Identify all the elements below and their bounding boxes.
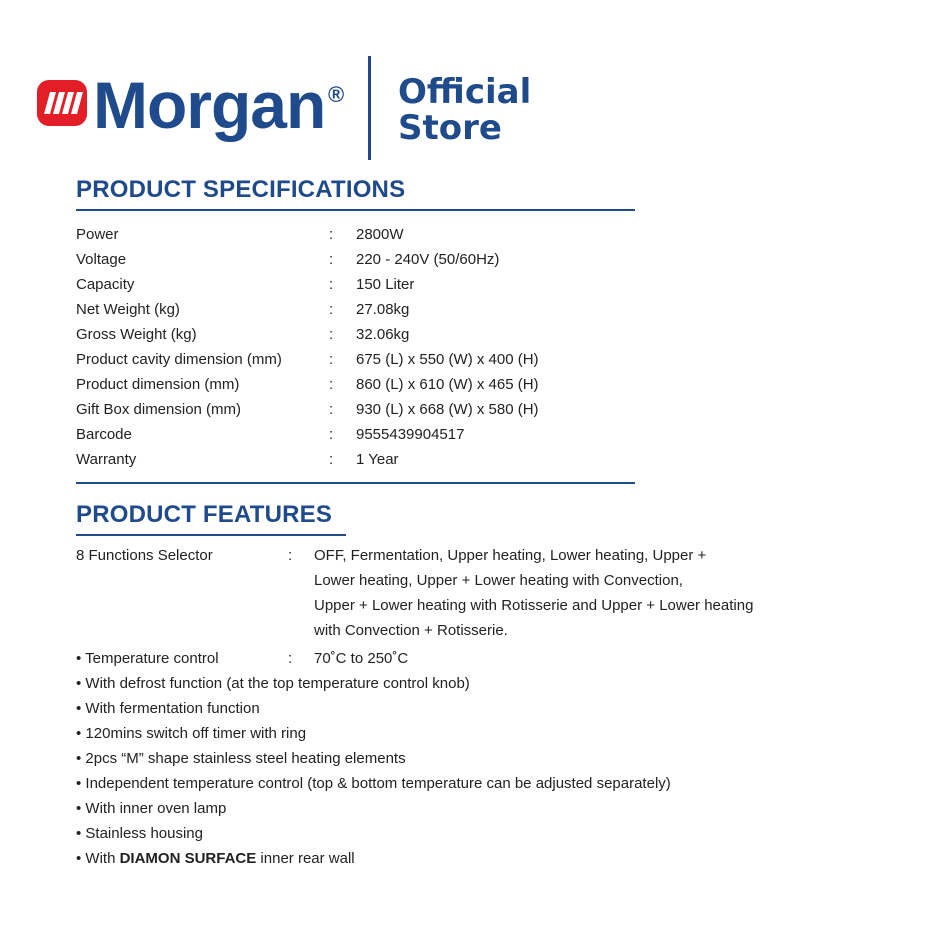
feature-bullet: • Independent temperature control (top & bottom temperature can be adjusted separately): [76, 775, 671, 792]
registered-mark: ®: [328, 82, 345, 107]
spec-colon: :: [329, 276, 334, 293]
spec-label: Gift Box dimension (mm): [76, 401, 242, 418]
feature-bullet-diamon-surface: [76, 846, 355, 871]
spec-label: Product dimension (mm): [76, 376, 240, 393]
spec-colon: :: [329, 376, 334, 393]
bullet-suffix: inner rear wall: [256, 850, 355, 867]
spec-colon: :: [329, 226, 334, 243]
diamon-surface-text: DIAMON SURFACE: [119, 850, 257, 867]
selector-line: Lower heating, Upper + Lower heating with Convection,: [314, 572, 683, 589]
spec-colon: :: [329, 351, 334, 368]
specifications-divider-top: [76, 209, 635, 211]
spec-value: 1 Year: [356, 451, 399, 468]
spec-colon: :: [329, 401, 334, 418]
spec-label: Voltage: [76, 251, 127, 268]
spec-label: Net Weight (kg): [76, 301, 180, 318]
spec-value: 32.06kg: [356, 326, 410, 343]
temperature-label: • Temperature control: [76, 650, 219, 667]
spec-value: 27.08kg: [356, 301, 410, 318]
spec-label: Power: [76, 226, 119, 243]
selector-line: with Convection + Rotisserie.: [314, 622, 508, 639]
selector-line: Upper + Lower heating with Rotisserie and Upper + Lower heating: [314, 597, 754, 614]
temperature-value: 70˚C to 250˚C: [314, 650, 409, 667]
store-label-line1: Official: [398, 72, 532, 112]
feature-bullet: • Stainless housing: [76, 825, 203, 842]
selector-colon: :: [288, 547, 293, 564]
specifications-title: PRODUCT SPECIFICATIONS: [76, 176, 406, 203]
morgan-logo-icon: [37, 80, 87, 126]
spec-colon: :: [329, 326, 334, 343]
feature-bullet: • 2pcs “M” shape stainless steel heating elements: [76, 750, 406, 767]
store-label-line2: Store: [398, 108, 502, 148]
spec-value: 930 (L) x 668 (W) x 580 (H): [356, 401, 539, 418]
spec-value: 2800W: [356, 226, 404, 243]
spec-label: Capacity: [76, 276, 135, 293]
header-divider: [368, 56, 371, 160]
spec-label: Barcode: [76, 426, 132, 443]
temperature-colon: :: [288, 650, 293, 667]
selector-line: OFF, Fermentation, Upper heating, Lower heating, Upper +: [314, 547, 707, 564]
features-title: PRODUCT FEATURES: [76, 501, 333, 528]
spec-label: Warranty: [76, 451, 137, 468]
bullet-prefix: • With: [76, 850, 120, 867]
specifications-divider-bottom: [76, 482, 635, 484]
spec-colon: :: [329, 426, 334, 443]
selector-label: 8 Functions Selector: [76, 547, 213, 564]
feature-bullet: • 120mins switch off timer with ring: [76, 725, 307, 742]
spec-colon: :: [329, 451, 334, 468]
feature-bullet: • With defrost function (at the top temperature control knob): [76, 675, 470, 692]
brand-name: Morgan: [93, 68, 326, 142]
spec-value: 675 (L) x 550 (W) x 400 (H): [356, 351, 539, 368]
spec-value: 9555439904517: [356, 426, 465, 443]
feature-bullet: • With fermentation function: [76, 700, 260, 717]
spec-value: 860 (L) x 610 (W) x 465 (H): [356, 376, 539, 393]
spec-value: 150 Liter: [356, 276, 415, 293]
feature-bullet: • With inner oven lamp: [76, 800, 227, 817]
spec-label: Product cavity dimension (mm): [76, 351, 282, 368]
features-divider: [76, 534, 346, 536]
spec-label: Gross Weight (kg): [76, 326, 197, 343]
spec-colon: :: [329, 251, 334, 268]
spec-value: 220 - 240V (50/60Hz): [356, 251, 500, 268]
spec-colon: :: [329, 301, 334, 318]
